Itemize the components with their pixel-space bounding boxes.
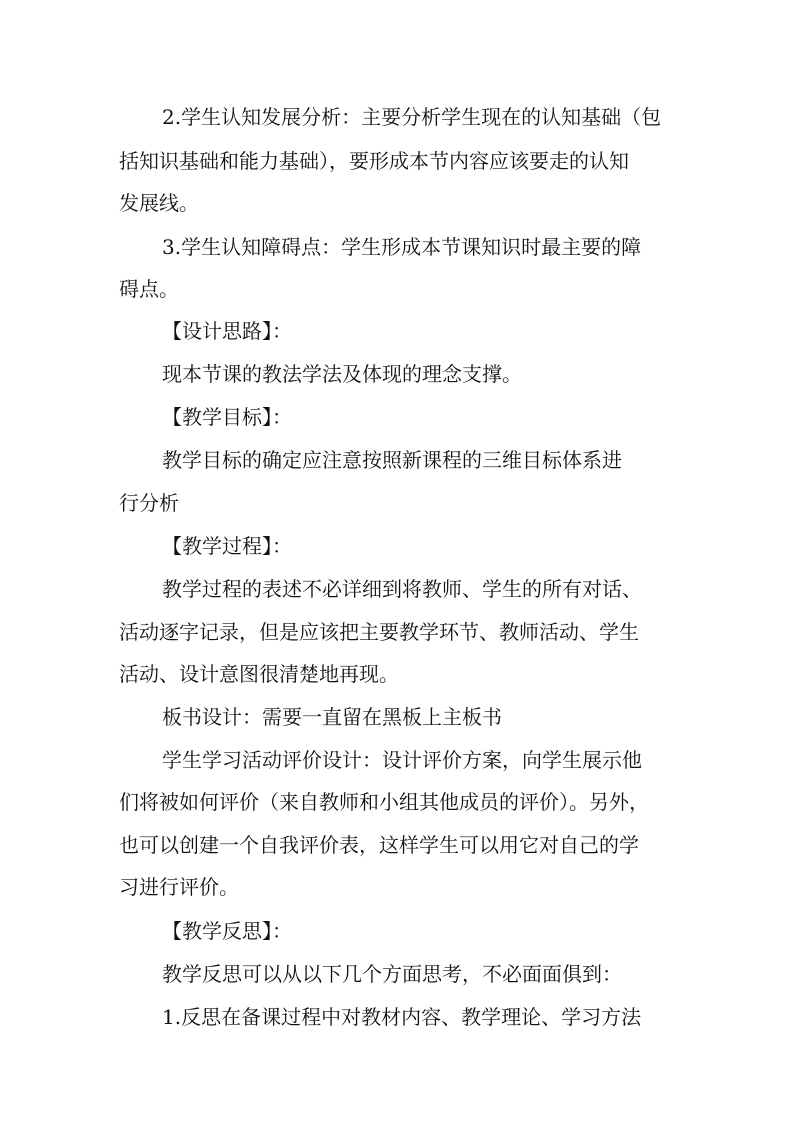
paragraph-line-12: 教学过程的表述不必详细到将教师、学生的所有对话、 bbox=[162, 577, 642, 601]
paragraph-line-18: 也可以创建一个自我评价表，这样学生可以用它对自己的学 bbox=[119, 833, 639, 857]
section-heading-teaching-goals: 【教学目标】： bbox=[162, 405, 292, 429]
paragraph-line-14: 活动、设计意图很清楚地再现。 bbox=[119, 662, 399, 686]
paragraph-line-3: 发展线。 bbox=[119, 191, 199, 215]
paragraph-line-2: 括知识基础和能力基础），要形成本节内容应该要走的认知 bbox=[119, 149, 629, 173]
paragraph-line-13: 活动逐字记录，但是应该把主要教学环节、教师活动、学生 bbox=[119, 620, 639, 644]
paragraph-line-19: 习进行评价。 bbox=[119, 875, 239, 899]
paragraph-line-4: 3.学生认知障碍点：学生形成本节课知识时最主要的障 bbox=[162, 235, 642, 259]
section-heading-teaching-reflection: 【教学反思】： bbox=[162, 919, 292, 943]
paragraph-line-1: 2.学生认知发展分析：主要分析学生现在的认知基础（包 bbox=[162, 105, 662, 129]
section-heading-teaching-process: 【教学过程】： bbox=[162, 534, 292, 558]
paragraph-line-15: 板书设计：需要一直留在黑板上主板书 bbox=[162, 705, 502, 729]
paragraph-line-17: 们将被如何评价（来自教师和小组其他成员的评价）。另外， bbox=[119, 790, 649, 814]
paragraph-line-21: 教学反思可以从以下几个方面思考，不必面面俱到： bbox=[162, 962, 622, 986]
paragraph-line-9: 教学目标的确定应注意按照新课程的三维目标体系进 bbox=[162, 448, 622, 472]
paragraph-line-22: 1.反思在备课过程中对教材内容、教学理论、学习方法 bbox=[162, 1005, 642, 1029]
paragraph-line-5: 碍点。 bbox=[119, 277, 179, 301]
paragraph-line-16: 学生学习活动评价设计：设计评价方案，向学生展示他 bbox=[162, 748, 642, 772]
section-heading-design-idea: 【设计思路】： bbox=[162, 319, 292, 343]
paragraph-line-10: 行分析 bbox=[119, 491, 179, 515]
paragraph-line-7: 现本节课的教法学法及体现的理念支撑。 bbox=[162, 362, 522, 386]
